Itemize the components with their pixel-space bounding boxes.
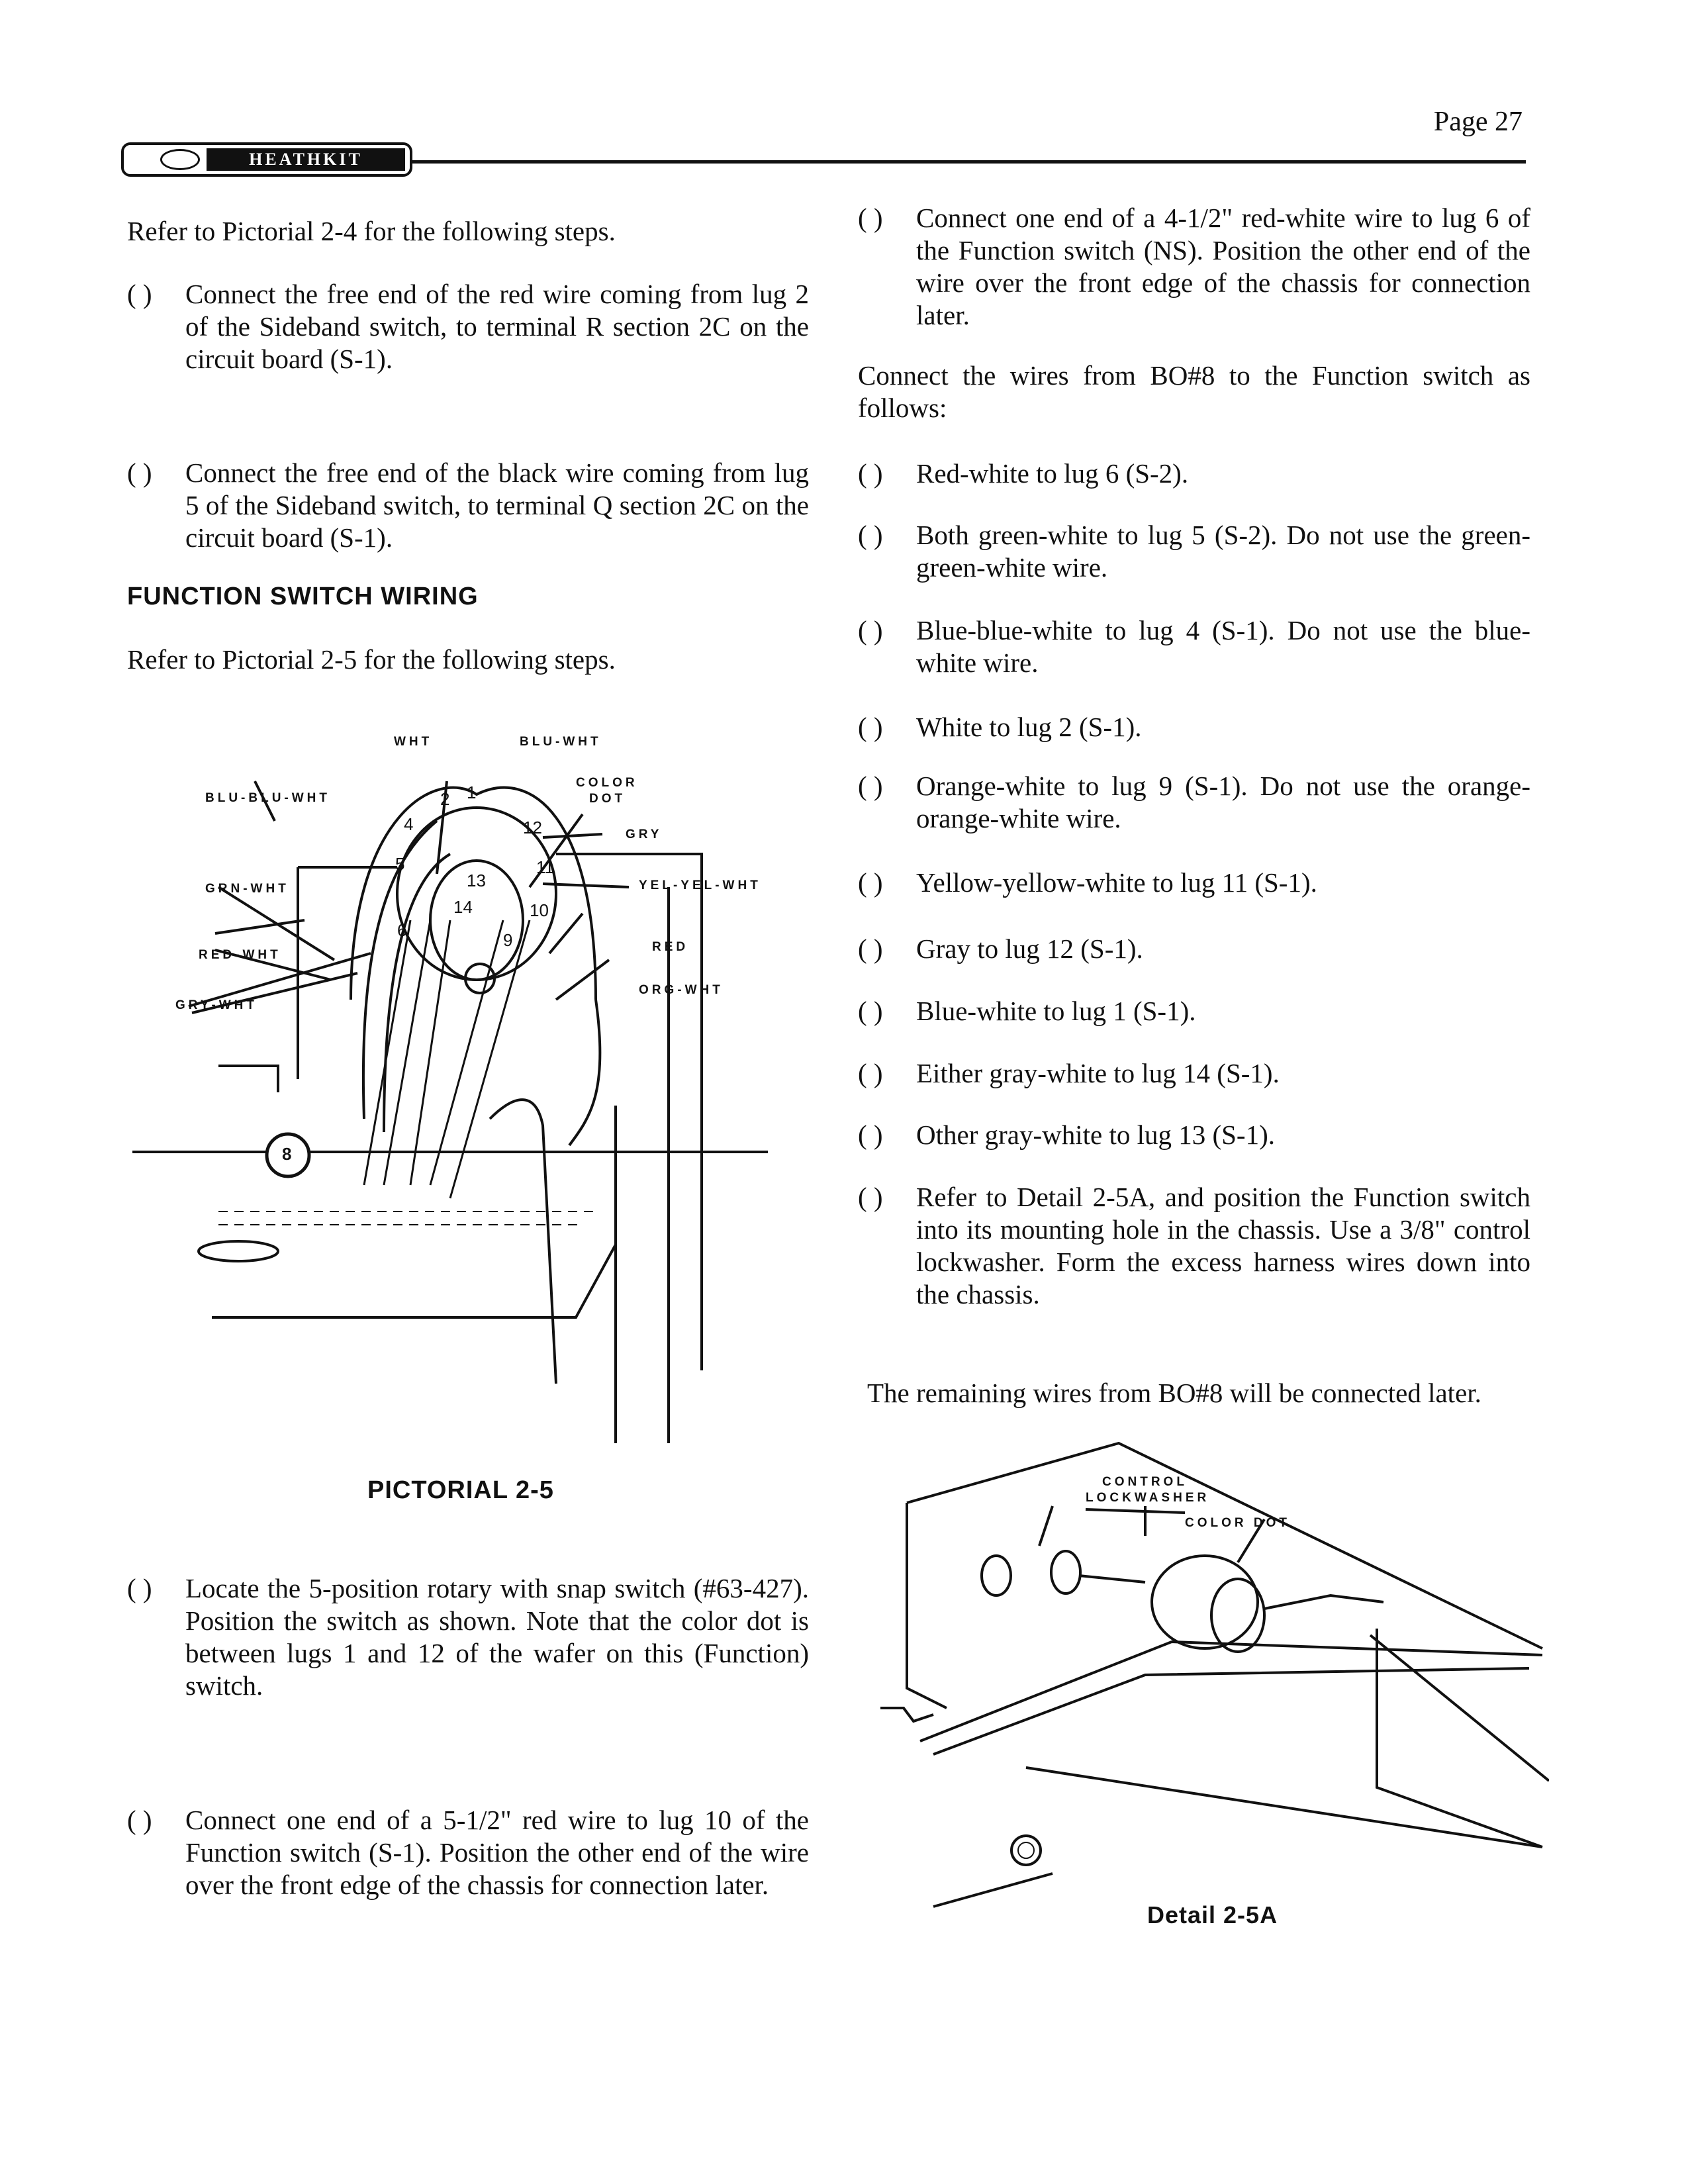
breakout-8: 8 [282, 1144, 292, 1164]
label-org-wht: ORG-WHT [639, 983, 724, 997]
label-red: RED [652, 940, 689, 954]
lug-2: 2 [440, 789, 450, 809]
wire-step[interactable]: ( ) Blue-blue-white to lug 4 (S-1). Do not use the blue-white wire. [858, 615, 1530, 678]
closing-note: The remaining wires from BO#8 will be connected later. [867, 1378, 1481, 1408]
wire-step[interactable]: ( ) White to lug 2 (S-1). [858, 712, 1142, 742]
checkbox[interactable]: ( ) [858, 1119, 883, 1150]
detail-2-5a [867, 1437, 1549, 1913]
checkbox[interactable]: ( ) [127, 279, 152, 309]
lug-4: 4 [404, 814, 414, 834]
checkbox[interactable]: ( ) [127, 1805, 152, 1835]
wire-step[interactable]: ( ) Either gray-white to lug 14 (S-1). [858, 1058, 1280, 1088]
wire-step[interactable]: ( ) Refer to Detail 2-5A, and position the Function switch into its mounting hole in the chassis. Use a 3/8" control lockwasher. Form the excess harness wires down into the chassis. [858, 1182, 1530, 1309]
label-red-wht: RED-WHT [199, 948, 281, 962]
checkbox[interactable]: ( ) [858, 1058, 883, 1088]
checkbox[interactable]: ( ) [127, 457, 152, 488]
step-red-white-lug-6[interactable]: ( ) Connect one end of a 4-1/2" red-white wire to lug 6 of the Function switch (NS). Position the other end of the wire over the front edge of the chassis for connection later. [858, 203, 1530, 330]
checkbox[interactable]: ( ) [127, 1573, 152, 1603]
label-gry-wht: GRY-WHT [175, 998, 258, 1012]
lug-11: 11 [536, 857, 554, 877]
wire-step[interactable]: ( ) Gray to lug 12 (S-1). [858, 933, 1143, 964]
lug-12: 12 [523, 818, 542, 837]
lug-9: 9 [503, 930, 513, 950]
lug-1: 1 [467, 783, 477, 802]
checkbox[interactable]: ( ) [858, 933, 883, 964]
wire-step[interactable]: ( ) Yellow-yellow-white to lug 11 (S-1). [858, 867, 1317, 898]
label-blu-blu-wht: BLU-BLU-WHT [205, 791, 331, 805]
wire-step[interactable]: ( ) Orange-white to lug 9 (S-1). Do not use the orange-orange-white wire. [858, 771, 1530, 833]
label-gry: GRY [626, 828, 663, 841]
wire-step[interactable]: ( ) Red-white to lug 6 (S-2). [858, 458, 1189, 489]
pictorial-2-5 [132, 722, 808, 1443]
intro-bo8: Connect the wires from BO#8 to the Function switch as follows: [858, 360, 1530, 423]
label-control: CONTROL [1102, 1475, 1188, 1489]
checkbox[interactable]: ( ) [858, 867, 883, 898]
checkbox[interactable]: ( ) [858, 615, 883, 645]
logo-text: HEATHKIT [207, 148, 405, 171]
wire-step[interactable]: ( ) Both green-white to lug 5 (S-2). Do not use the green-green-white wire. [858, 520, 1530, 583]
wire-step[interactable]: ( ) Blue-white to lug 1 (S-1). [858, 996, 1196, 1026]
lug-5: 5 [395, 854, 405, 874]
step-locate-switch[interactable]: ( ) Locate the 5-position rotary with snap switch (#63-427). Position the switch as shown. Note that the color dot is between lugs 1 and 12 of the wafer on this (Function) switch. [127, 1573, 809, 1701]
section-heading: FUNCTION SWITCH WIRING [127, 583, 479, 610]
heathkit-logo [121, 142, 412, 177]
header-rule [410, 160, 1526, 164]
intro-pictorial-2-4: Refer to Pictorial 2-4 for the following steps. [127, 216, 616, 246]
checkbox[interactable]: ( ) [858, 1182, 883, 1212]
lug-13: 13 [467, 871, 486, 890]
label-color-dot: COLOR DOT [1185, 1516, 1290, 1530]
label-yel-yel-wht: YEL-YEL-WHT [639, 878, 761, 892]
checkbox[interactable]: ( ) [858, 520, 883, 550]
atom-icon [160, 149, 200, 170]
step-red-wire-terminal-r[interactable]: ( ) Connect the free end of the red wire coming from lug 2 of the Sideband switch, to terminal R section 2C on the circuit board (S-1). [127, 279, 809, 374]
checkbox[interactable]: ( ) [858, 996, 883, 1026]
lug-14: 14 [453, 897, 473, 917]
label-color-dot-2: DOT [589, 792, 626, 806]
step-red-wire-lug-10[interactable]: ( ) Connect one end of a 5-1/2" red wire to lug 10 of the Function switch (S-1). Position the other end of the wire over the front edge of the chassis for connection later. [127, 1805, 809, 1900]
label-blu-wht: BLU-WHT [520, 735, 602, 749]
label-wht: WHT [394, 735, 433, 749]
step-black-wire-terminal-q[interactable]: ( ) Connect the free end of the black wire coming from lug 5 of the Sideband switch, to terminal Q section 2C on the circuit board (S-1). [127, 457, 809, 553]
label-lockwasher: LOCKWASHER [1086, 1491, 1210, 1505]
pictorial-caption: PICTORIAL 2-5 [367, 1476, 554, 1504]
checkbox[interactable]: ( ) [858, 712, 883, 742]
checkbox[interactable]: ( ) [858, 203, 883, 233]
checkbox[interactable]: ( ) [858, 771, 883, 801]
checkbox[interactable]: ( ) [858, 458, 883, 489]
label-color-dot: COLOR [576, 776, 638, 790]
label-grn-wht: GRN-WHT [205, 882, 289, 896]
detail-caption: Detail 2-5A [1147, 1901, 1278, 1928]
wire-step[interactable]: ( ) Other gray-white to lug 13 (S-1). [858, 1119, 1275, 1150]
lug-6: 6 [397, 920, 407, 940]
intro-pictorial-2-5: Refer to Pictorial 2-5 for the following steps. [127, 644, 616, 675]
lug-10: 10 [530, 900, 549, 920]
page-number: Page 27 [1433, 107, 1523, 137]
